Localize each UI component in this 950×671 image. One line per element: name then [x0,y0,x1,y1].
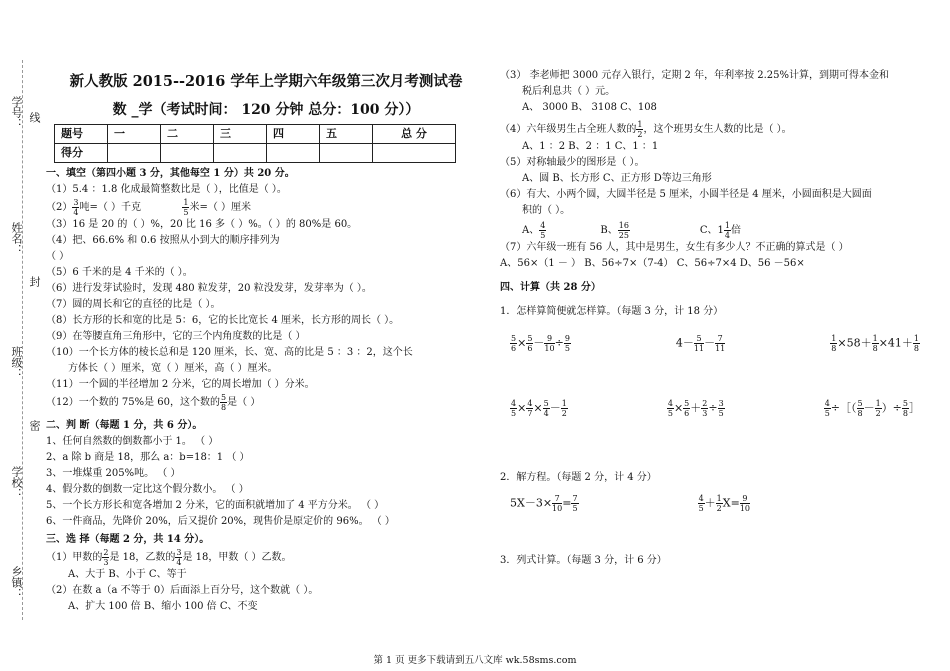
question-1-3: （3）16 是 20 的（ ）%，20 比 16 多（ ）%。（ ）的 80%是 60。 [46,219,358,230]
fraction [561,399,568,418]
calc-expression-6 [824,399,920,418]
denominator: 5 [564,344,570,353]
score-table [54,124,456,163]
operator: ÷ [554,336,564,350]
fraction [716,494,723,513]
numerator: 3 [73,198,79,207]
score-cell: 五 [320,125,373,144]
operator: － [549,401,561,415]
operator: ×58＋ [837,336,872,350]
choice-question-6-cont: 积的（ ）。 [522,205,571,216]
question-1-12 [46,393,486,412]
choice-question-2: （2）在数 a（a 不等于 0）后面添上百分号，这个数就（ ）。 [46,585,319,596]
section-3-heading: 三、选 择（每题 2 分，共 14 分）。 [46,534,210,545]
denominator: 6 [684,409,690,418]
score-cell: 得分 [55,144,108,163]
calc-part-1-heading: 1．怎样算简便就怎样算。（每题 3 分，计 18 分） [500,306,724,317]
score-cell[interactable] [108,144,161,163]
operator: ×41＋ [878,336,913,350]
fraction [824,399,831,418]
denominator: 4 [543,409,549,418]
question-1-8: （8）长方形的长和宽的比是 5：6，它的长比宽长 4 厘米，长方形的周长（ ）。 [46,315,400,326]
denominator: 11 [715,344,726,353]
option-label: B、 [600,225,618,236]
choice-options-2: A、扩大 100 倍 B、缩小 100 倍 C、不变 [68,601,258,612]
denominator: 8 [857,409,863,418]
operator: × [517,336,527,350]
fraction [694,334,704,353]
operator: ］ [909,401,920,415]
fraction [718,399,725,418]
denominator: 8 [872,344,878,353]
question-1-9: （9）在等腰直角三角形中，它的三个内角度数的比是（ ） [46,331,306,342]
fraction [715,334,725,353]
student-id-label: 学号： [10,96,23,129]
question-text: （2） [46,202,73,213]
fraction [740,494,750,513]
judge-item-6: 6、一件商品，先降价 20%，后又提价 20%，现售价是原定价的 96%。 （ ） [46,516,395,527]
question-1-10-cont: 方体长（ ）厘米，宽（ ）厘米，高（ ）厘米。 [68,363,278,374]
question-text: （12）一个数的 75%是 60，这个数的 [46,397,221,408]
option-label: C、1 [699,225,724,236]
fraction [543,399,550,418]
score-cell: 二 [161,125,214,144]
denominator: 5 [540,231,546,240]
calc-expression-1 [510,334,571,353]
equation-text: X= [722,496,740,510]
judge-item-2: 2、a 除 b 商是 18，那么 a：b=18：1 （ ） [46,452,250,463]
numerator: 1 [561,399,567,408]
question-1-10: （10）一个长方体的棱长总和是 120 厘米，长、宽、高的比是 5 ：3 ：2，这个长 [46,347,413,358]
binding-margin [0,0,40,671]
question-1-5: （5）6 千米的是 4 千米的（ ）。 [46,267,193,278]
seal-mark-seal: 封 [28,276,41,288]
seal-line [22,60,23,620]
school-label: 学校： [10,466,23,499]
page-footer: 第 1 页 更多下载请到五八文库 wk.58sms.com [373,655,577,666]
fraction [698,494,705,513]
calc-expression-5 [667,399,725,418]
numerator: 4 [511,399,517,408]
question-1-6: （6）进行发芽试验时，发现 480 粒发芽，20 粒没发芽，发芽率为（ ）。 [46,283,372,294]
fraction [544,334,554,353]
fraction [902,399,909,418]
question-text: ，这个班男女生人数的比是（ ）。 [643,124,792,135]
calc-row-1 [510,334,920,353]
choice-question-4 [500,120,930,139]
operator: ＋ [690,401,702,415]
calc-expression-4 [510,399,568,418]
numerator: 1 [716,494,722,503]
calc-part-3-heading: 3．列式计算。（每题 3 分，计 6 分） [500,555,667,566]
numerator: 1 [724,221,730,230]
numerator: 5 [527,334,533,343]
option-text: 倍 [730,225,741,236]
fraction [857,399,864,418]
numerator: 1 [872,334,878,343]
fraction [875,399,882,418]
numerator: 9 [544,334,554,344]
numerator: 16 [618,221,629,230]
numerator: 3 [176,548,182,557]
operator: ）÷ [881,401,902,415]
question-text: 是 18，甲数（ ）乙数。 [182,552,292,563]
choice-question-5: （5）对称轴最少的图形是（ ）。 [500,157,645,168]
right-column [500,68,930,569]
exam-subtitle: 数 _学（考试时间： 120 分钟 总分：100 分）） [112,102,420,118]
judge-item-4: 4、假分数的倒数一定比这个假分数小。 （ ） [46,484,249,495]
denominator: 11 [693,344,705,353]
numerator: 5 [221,393,227,402]
numerator: 4 [527,399,533,408]
fraction [913,334,920,353]
choice-options-7: A、56×（1 － ） B、56÷7×（7-4） C、56÷7×4 D、56 －56× [500,258,805,269]
question-text: 米=（ ）厘米 [189,202,252,213]
question-1-2 [46,198,486,217]
question-text: （4）六年级男生占全班人数的 [500,124,637,135]
denominator: 5 [572,504,578,513]
numerator: 2 [103,548,109,557]
fraction [724,221,731,240]
numerator: 1 [183,198,189,207]
denominator: 8 [831,344,837,353]
left-column [46,74,486,615]
numerator: 9 [564,334,570,343]
denominator: 5 [718,409,724,418]
choice-question-6: （6）有大、小两个圆，大圆半径是 5 厘米，小圆半径是 4 厘米，小圆面积是大圆面 [500,189,872,200]
denominator: 5 [698,504,704,513]
fraction [552,494,562,513]
numerator: 5 [684,399,690,408]
denominator: 3 [103,558,109,567]
score-cell[interactable] [373,144,456,163]
question-text: 是 18，乙数的 [109,552,176,563]
numerator: 7 [715,334,725,344]
choice-options-1: A、大于 B、小于 C、等于 [68,569,187,580]
equation-text: 5X－3× [510,496,553,510]
operator: － [863,401,875,415]
score-table-header-row [55,125,456,144]
denominator: 5 [667,409,673,418]
denominator: 10 [739,504,750,513]
choice-question-3-cont: 税后利息共（ ）元。 [522,86,616,97]
denominator: 5 [511,409,517,418]
fraction [618,221,630,240]
score-cell: 一 [108,125,161,144]
denominator: 8 [913,344,919,353]
score-cell[interactable] [320,144,373,163]
numerator: 5 [694,334,704,344]
numerator: 1 [875,399,881,408]
name-label: 姓名： [10,222,23,255]
question-text: 吨=（ ）千克 [79,202,142,213]
fraction [667,399,674,418]
numerator: 4 [540,221,546,230]
score-cell[interactable] [267,144,320,163]
calc-expression-2 [676,334,725,353]
fraction [539,221,546,240]
class-label: 班级： [10,346,23,379]
denominator: 6 [511,344,517,353]
operator: 4－ [675,336,694,350]
score-cell: 总 分 [373,125,456,144]
option-label: A、 [522,225,540,236]
numerator: 1 [831,334,837,343]
denominator: 4 [176,558,182,567]
equation-text: = [562,496,572,510]
choice-options-5: A、圆 B、长方形 C、正方形 D等边三角形 [522,173,712,184]
denominator: 5 [824,409,830,418]
denominator: 8 [221,403,227,412]
numerator: 4 [824,399,830,408]
numerator: 5 [543,399,549,408]
equation-2 [698,494,750,513]
numerator: 2 [702,399,708,408]
town-label: 乡镇： [10,566,23,599]
denominator: 2 [637,130,643,139]
score-cell[interactable] [214,144,267,163]
denominator: 4 [724,231,730,240]
fraction [571,494,578,513]
judge-item-1: 1、任何自然数的倒数都小于 1。 （ ） [46,436,219,447]
numerator: 4 [698,494,704,503]
denominator: 6 [527,344,533,353]
choice-question-3: （3） 李老师把 3000 元存入银行，定期 2 年，年利率按 2.25%计算，到期可得本金和 [500,70,890,81]
calc-part-2-heading: 2．解方程。（每题 2 分，计 4 分） [500,472,657,483]
section-1-heading: 一、填空（第四小题 3 分，其他每空 1 分）共 20 分。 [46,168,295,179]
question-1-1: （1）5.4 ：1.8 化成最简整数比是（ ），比值是（ ）。 [46,184,287,195]
denominator: 2 [561,409,567,418]
score-cell[interactable] [161,144,214,163]
score-cell: 三 [214,125,267,144]
numerator: 7 [572,494,578,503]
section-2-heading: 二、判 断（每题 1 分，共 6 分）。 [46,420,203,431]
choice-question-1 [46,548,486,567]
fraction [872,334,879,353]
operator: × [673,401,684,415]
choice-options-4: A、1 ：2 B、2 ：1 C、1 ：1 [522,141,659,152]
denominator: 7 [527,409,533,418]
operator: ÷［（ [830,401,857,415]
choice-options-6 [522,221,930,240]
equation-1 [510,494,579,513]
operator: － [533,336,545,350]
operator: × [533,401,543,415]
equation-row [510,494,750,513]
denominator: 10 [544,344,555,353]
numerator: 5 [511,334,517,343]
score-cell: 四 [267,125,320,144]
choice-options-3: A、 3000 B、 3108 C、108 [522,102,657,113]
seal-mark-line: 线 [28,112,41,124]
denominator: 8 [902,409,908,418]
operator: ÷ [708,401,718,415]
question-1-4-blank: （ ） [46,251,70,262]
denominator: 2 [716,504,722,513]
operator: － [704,336,716,350]
calc-expression-3 [830,334,920,353]
denominator: 5 [183,208,189,217]
fraction [564,334,571,353]
question-1-4: （4）把、66.6% 和 0.6 按照从小到大的顺序排列为 [46,235,280,246]
numerator: 1 [637,120,643,129]
question-1-11: （11）一个圆的半径增加 2 分米，它的周长增加（ ）分米。 [46,379,315,390]
numerator: 5 [902,399,908,408]
seal-mark-secret: 密 [28,420,41,432]
numerator: 9 [740,494,750,504]
numerator: 4 [667,399,673,408]
operator: × [517,401,527,415]
denominator: 25 [618,231,629,240]
section-4-heading: 四、计算（共 28 分） [500,282,601,293]
judge-item-3: 3、一堆煤重 205%吨。 （ ） [46,468,181,479]
exam-title: 新人教版 2015--2016 学年上学期六年级第三次月考测试卷 [69,73,463,90]
question-1-7: （7）圆的周长和它的直径的比是（ ）。 [46,299,221,310]
operator: ＋ [704,496,716,510]
numerator: 5 [857,399,863,408]
question-text: 是（ ） [227,397,261,408]
judge-item-5: 5、一个长方形长和宽各增加 2 分米，它的面积就增加了 4 平方分米。 （ ） [46,500,385,511]
denominator: 10 [552,504,563,513]
denominator: 3 [702,409,708,418]
calc-row-2 [510,399,920,418]
numerator: 7 [552,494,562,504]
numerator: 1 [913,334,919,343]
denominator: 2 [875,409,881,418]
numerator: 3 [718,399,724,408]
question-text: （1）甲数的 [46,552,103,563]
choice-question-7: （7）六年级一班有 56 人，其中是男生，女生有多少人？不正确的算式是（ ） [500,242,849,253]
score-table-score-row [55,144,456,163]
score-cell: 题号 [55,125,108,144]
denominator: 4 [73,208,79,217]
